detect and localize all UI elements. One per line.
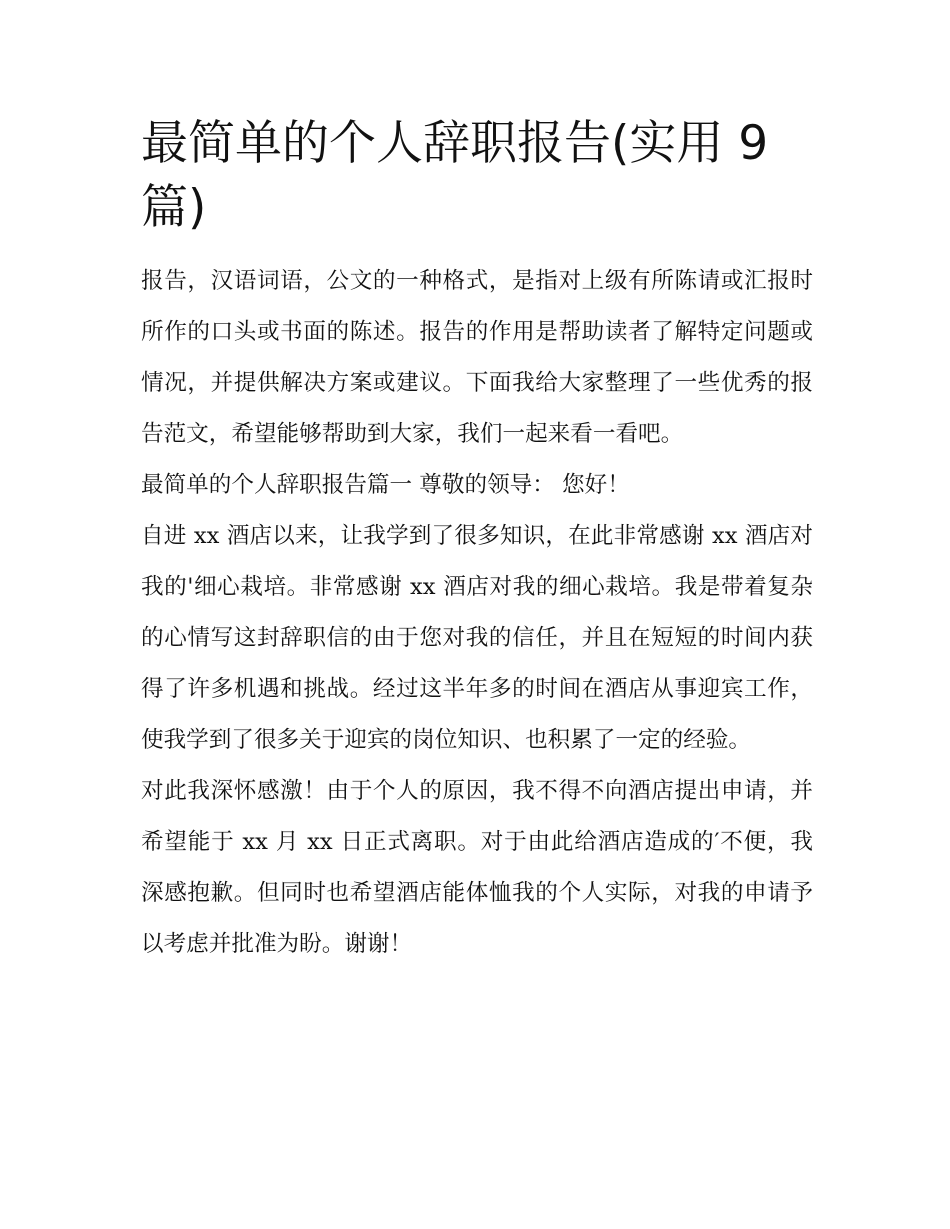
intro-paragraph: 报告，汉语词语，公文的一种格式，是指对上级有所陈请或汇报时所作的口头或书面的陈述。报告的作用是帮助读者了解特定问题或情况，并提供解决方案或建议。下面我给大家整理了一些优秀的报告范文，希望能够帮助到大家，我们一起来看一看吧。 [141,268,813,447]
body-paragraph-1: 自进 xx 酒店以来，让我学到了很多知识，在此非常感谢 xx 酒店对我的'细心栽培。非常感谢 xx 酒店对我的细心栽培。我是带着复杂的心情写这封辞职信的由于您对我的信任，并且在短短的时间内获得了许多机遇和挑战。经过这半年多的时间在酒店从事迎宾工作，使我学到了很多关于迎宾的岗位知识、也积累了一定的经验。 [141,523,813,753]
document-title: 最简单的个人辞职报告(实用 9 篇) [141,116,769,235]
section-heading-paragraph: 最简单的个人辞职报告篇一 尊敬的领导： 您好！ [141,472,630,498]
document-page [141,112,813,970]
body-paragraph-2: 对此我深怀感激！由于个人的原因，我不得不向酒店提出申请，并希望能于 xx 月 xx 日正式离职。对于由此给酒店造成的′不便，我深感抱歉。但同时也希望酒店能体恤我的个人实际，对我的申请予以考虑并批准为盼。谢谢！ [141,778,813,957]
